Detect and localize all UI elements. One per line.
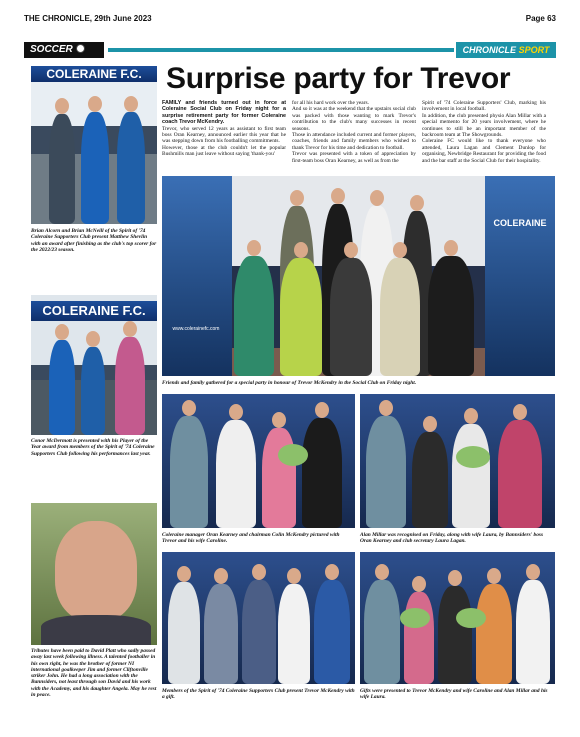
article-headline: Surprise party for Trevor xyxy=(166,62,511,95)
caption-group-party: Friends and family gathered for a special party in honour of Trevor McKendry in the Social Club on Friday night. xyxy=(162,380,417,386)
photo-gifts-presented xyxy=(360,552,555,684)
article-paragraph: In addition, the club presented physio Alan Millar with a special memento for 20 years involvement, where he continues to still be an important member of the backroom team at The Showgrounds. xyxy=(422,112,546,139)
photo-banner-text: COLERAINE F.C. xyxy=(31,301,157,321)
article-paragraph: Spirit of '74 Coleraine Supporters' Club, marking his involvement in local football. xyxy=(422,100,546,113)
photo-banner-url: www.colerainefc.com xyxy=(172,326,220,332)
brand-chronicle: CHRONICLE xyxy=(462,45,517,55)
article-column-1 xyxy=(162,100,286,158)
photo-mcdermott-award xyxy=(31,295,157,435)
soccer-label: SOCCER xyxy=(30,44,73,55)
section-rule xyxy=(108,48,454,52)
masthead xyxy=(24,12,556,26)
article-paragraph: However, those at the club couldn't let the popular Bushmills man just leave without saying 'thank-you' xyxy=(162,144,286,158)
photo-shevlin-award xyxy=(31,66,157,224)
football-icon xyxy=(76,44,85,53)
caption-alan-millar: Alan Millar was recognised on Friday, along with wife Laura, by Bannsiders' boss Oran Kearney and club secretary Laura Lagan. xyxy=(360,532,544,545)
article-column-2 xyxy=(292,100,416,164)
caption-shevlin: Brian Alcorn and Brian McNeill of the Spirit of '74 Coleraine Supporters Club present Matthew Shevlin with an award after finishing as the club's top scorer for the 2022/23 season. xyxy=(31,228,157,253)
article-paragraph: Trevor was presented with a token of appreciation by first-team boss Oran Kearney, as well as from the xyxy=(292,151,416,164)
article-column-3 xyxy=(422,100,546,164)
photo-banner-text: COLERAINE F.C. xyxy=(31,66,157,82)
article-paragraph: And so it was at the weekend that the upstairs social club was packed with those wanting to mark Trevor's contribution to the club's many successes in recent seasons. xyxy=(292,106,416,132)
article-paragraph: Trevor, who served 12 years as assistant to first team boss Oran Kearney, announced earlier this year that he was stepping down from his footballing commitments. xyxy=(162,125,286,145)
photo-supporters-gift xyxy=(162,552,355,684)
photo-david-platt xyxy=(31,503,157,645)
article-paragraph: Those in attendance included current and former players, coaches, friends and family members who wished to thank Trevor for his time and dedication to football. xyxy=(292,132,416,151)
caption-david-platt: Tributes have been paid to David Platt who sadly passed away last week following illness. A talented footballer in his own right, he was the brother of former NI international goalkeeper Jim and former Cliftonville striker John. He had a long association with the Bannsiders, not least through son David and his work with the Academy, and his daughter Angela. May he rest in peace. xyxy=(31,648,157,699)
photo-alan-millar xyxy=(360,394,555,528)
chronicle-sport-tag xyxy=(456,42,556,58)
article-paragraph: for all his hard work over the years. xyxy=(292,100,369,106)
soccer-section-tag xyxy=(24,42,104,58)
caption-supporters-gift: Members of the Spirit of '74 Coleraine Supporters Club present Trevor McKendry with a gift. xyxy=(162,688,355,701)
paper-date: THE CHRONICLE, 29th June 2023 xyxy=(24,14,152,23)
photo-group-party xyxy=(162,176,555,376)
photo-kearney-mckendry xyxy=(162,394,355,528)
page-number: Page 63 xyxy=(525,14,556,23)
photo-banner-text: COLERAINE xyxy=(493,218,547,228)
caption-mcdermott: Conor McDermott is presented with his Player of the Year award from members of the Spirit of '74 Coleraine Supporters Club following his performances last year. xyxy=(31,438,155,457)
article-paragraph: FAMILY and friends turned out in force at Coleraine Social Club on Friday night for a surprise retirement party for former Coleraine coach Trevor McKendry. xyxy=(162,100,286,126)
brand-sport: SPORT xyxy=(518,45,550,55)
caption-gifts-presented: Gifts were presented to Trevor McKendry and wife Caroline and Alan Millar and his wife Laura. xyxy=(360,688,548,701)
article-paragraph: Coleraine FC would like to thank everyone who attended, Laura Lagan and Clement Dunlop for organising, Newbridge Restaurant for providing the food and the bar staff at the Social Club for their hospitality. xyxy=(422,138,546,164)
section-bar xyxy=(24,42,556,58)
caption-kearney-mckendry: Coleraine manager Oran Kearney and chairman Colin McKendry pictured with Trevor and his wife Caroline. xyxy=(162,532,340,545)
